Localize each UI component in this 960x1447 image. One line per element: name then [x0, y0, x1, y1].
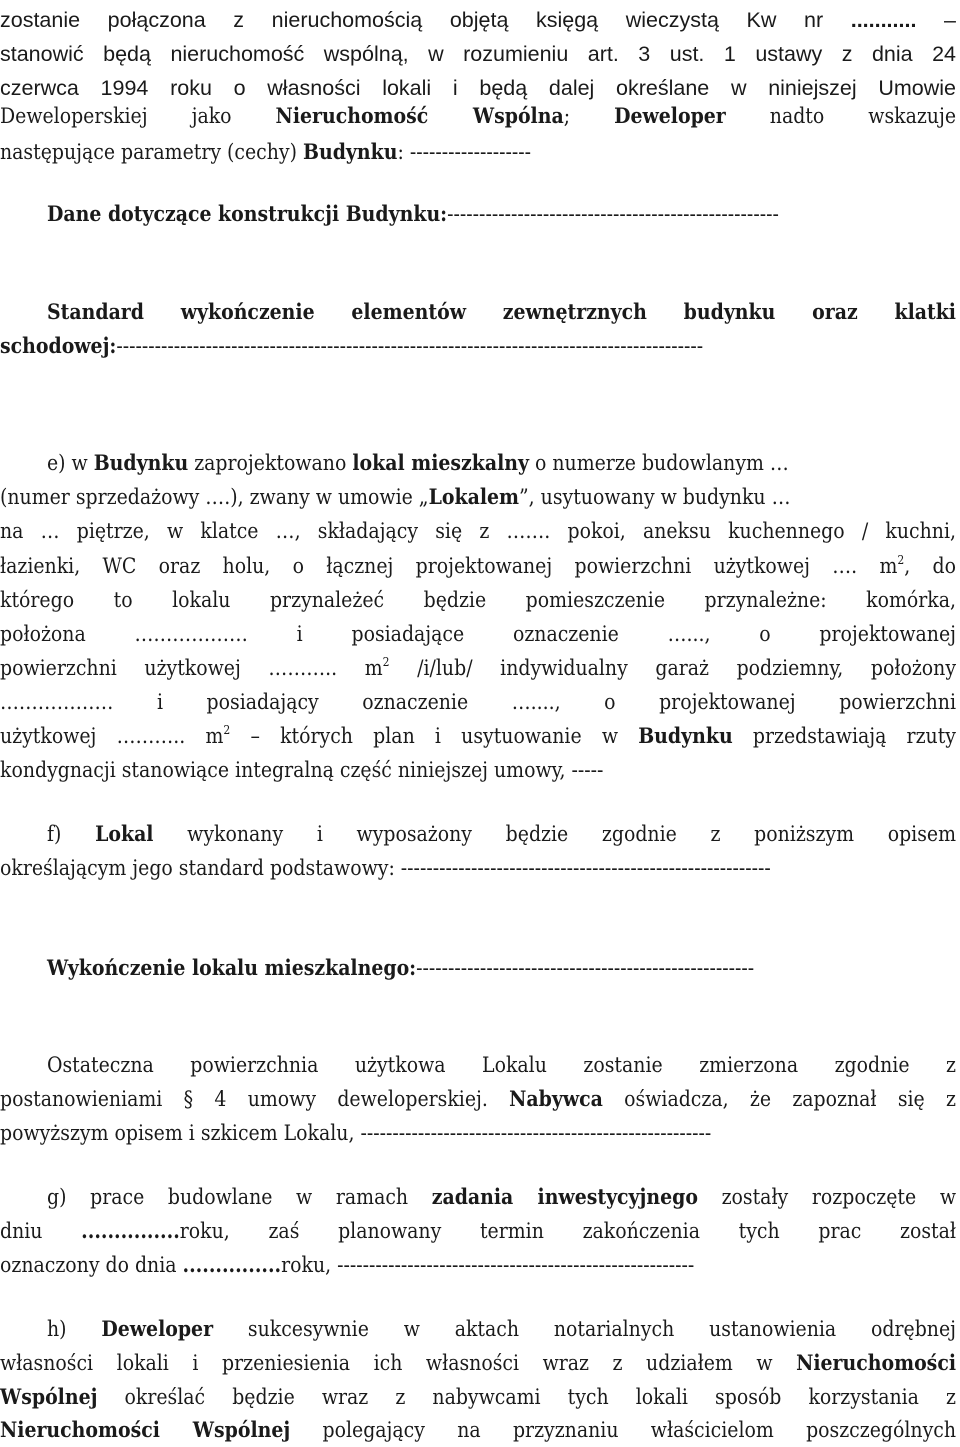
text: , do — [904, 554, 956, 578]
kw-number-placeholder: ........... — [850, 8, 917, 32]
paragraph-h-line-1 — [47, 1312, 956, 1346]
date-placeholder: ............... — [81, 1218, 180, 1243]
term-nieruchomosc-wspolna: Nieruchomość Wspólna — [275, 103, 564, 128]
powierzchnia-line-2 — [0, 1082, 956, 1116]
paragraph-h-line-2 — [0, 1346, 956, 1380]
term-budynek: Budynku — [638, 723, 733, 748]
text: oświadcza, że zapoznał się z — [602, 1087, 956, 1111]
section-wykonczenie — [47, 951, 754, 985]
text: którego to lokalu przynależeć będzie pomieszczenie przynależne: komórka, — [0, 588, 956, 612]
paragraph-e-line-2 — [0, 480, 791, 514]
paragraph-g-line-1 — [47, 1180, 956, 1214]
term-nabywca: Nabywca — [509, 1086, 603, 1111]
text: sukcesywnie w aktach notarialnych ustanowienia odrębnej — [213, 1317, 956, 1341]
paragraph-g-line-2 — [0, 1214, 956, 1248]
text: roku, -------------------------------------------------------- — [281, 1253, 695, 1277]
term-deweloper: Deweloper — [614, 103, 726, 128]
text: /i/lub/ indywidualny garaż podziemny, położony — [389, 656, 956, 680]
paragraph-h-line-4 — [0, 1413, 956, 1447]
date-placeholder: ............... — [182, 1252, 282, 1277]
term-deweloper: Deweloper — [101, 1316, 214, 1341]
superscript: 2 — [382, 655, 390, 669]
text: Ostateczna powierzchnia użytkowa Lokalu zostanie zmierzona zgodnie z — [47, 1053, 956, 1077]
intro-line-2 — [0, 37, 956, 71]
text: oznaczony do dnia — [0, 1253, 183, 1277]
paragraph-e-line-1 — [47, 446, 789, 480]
intro-text: Deweloperskiej jako — [0, 104, 276, 128]
text: postanowieniami § 4 umowy deweloperskiej. — [0, 1087, 510, 1111]
text: g) prace budowlane w ramach — [47, 1185, 432, 1209]
text: na … piętrze, w klatce …, składający się z ……. pokoi, aneksu kuchennego / kuchni, — [0, 519, 956, 543]
text: powierzchni użytkowej ……….. m — [0, 656, 383, 680]
text: określać będzie wraz z nabywcami tych lokali sposób korzystania z — [97, 1385, 956, 1409]
paragraph-f-line-1 — [47, 817, 956, 851]
text: f) — [47, 822, 96, 846]
term-budynek: Budynku — [93, 450, 189, 475]
paragraph-e-line-8 — [0, 685, 956, 719]
paragraph-g-line-3 — [0, 1248, 694, 1282]
term-lokal-mieszkalny: lokal mieszkalny — [352, 450, 529, 475]
text: o numerze budowlanym … — [528, 451, 789, 475]
intro-text: czerwca 1994 roku o własności lokali i będą dalej określane w niniejszej Umowie — [0, 76, 956, 100]
intro-text: zostanie połączona z nieruchomością objętą księgą wieczystą Kw nr — [0, 8, 851, 32]
superscript: 2 — [223, 723, 231, 737]
text: określającym jego standard podstawowy: ---------------------------------------------------------- — [0, 856, 771, 880]
paragraph-e-line-4 — [0, 549, 956, 583]
paragraph-f-line-2 — [0, 851, 771, 885]
text: roku, zaś planowany termin zakończenia tych prac został — [179, 1219, 956, 1243]
section-konstrukcja — [47, 197, 779, 231]
section-heading: Wykończenie lokalu mieszkalnego: — [47, 955, 417, 980]
paragraph-e-line-5 — [0, 583, 956, 617]
text: użytkowej ……….. m — [0, 724, 224, 748]
term-budynek: Budynku — [302, 139, 398, 164]
text: – których plan i usytuowanie w — [230, 724, 639, 748]
section-standard-line-2 — [0, 329, 703, 363]
text: łazienki, WC oraz holu, o łącznej projektowanej powierzchni użytkowej …. m — [0, 554, 898, 578]
term-wspolna: Wspólnej — [0, 1384, 98, 1409]
text: własności lokali i przeniesienia ich własności wraz z udziałem w — [0, 1351, 797, 1375]
paragraph-e-line-3 — [0, 514, 956, 548]
intro-line-4 — [0, 99, 956, 133]
text: powyższym opisem i szkicem Lokalu, ------------------------------------------------------- — [0, 1121, 712, 1145]
intro-text: – — [916, 8, 956, 32]
powierzchnia-line-3 — [0, 1116, 711, 1150]
intro-text: nadto wskazuje — [725, 104, 956, 128]
paragraph-e-line-10 — [0, 753, 603, 787]
section-standard-line-1 — [47, 295, 956, 329]
filler-dashes: ----------------------------------------------------- — [416, 956, 755, 980]
text: położona ……………… i posiadające oznaczenie …..., o projektowanej — [0, 622, 956, 646]
intro-line-5 — [0, 135, 531, 169]
text: przedstawiają rzuty — [732, 724, 956, 748]
text: h) — [47, 1317, 102, 1341]
intro-text: stanowić będą nieruchomość wspólną, w rozumieniu art. 3 ust. 1 ustawy z dnia 24 — [0, 42, 956, 66]
section-heading: Dane dotyczące konstrukcji Budynku: — [47, 201, 448, 226]
intro-line-1 — [0, 3, 956, 37]
text: kondygnacji stanowiące integralną część niniejszej umowy, ----- — [0, 758, 604, 782]
paragraph-e-line-6 — [0, 617, 956, 651]
term-lokal: Lokalem — [428, 484, 520, 509]
intro-text: : ------------------- — [397, 140, 532, 164]
section-heading: schodowej: — [0, 333, 117, 358]
superscript: 2 — [897, 553, 905, 567]
text: zostały rozpoczęte w — [697, 1185, 956, 1209]
intro-text: ; — [563, 104, 615, 128]
text: ”, usytuowany w budynku … — [519, 485, 791, 509]
text: e) w — [47, 451, 94, 475]
term-nieruchomosc: Nieruchomości — [796, 1350, 956, 1375]
term-nieruchomosc-wspolna: Nieruchomości Wspólnej — [0, 1417, 291, 1442]
paragraph-e-line-7 — [0, 651, 956, 685]
paragraph-e-line-9 — [0, 719, 956, 753]
powierzchnia-line-1 — [47, 1048, 956, 1082]
paragraph-h-line-3 — [0, 1380, 956, 1414]
intro-text: następujące parametry (cechy) — [0, 140, 303, 164]
filler-dashes: -------------------------------------------------------------------------------------------- — [116, 334, 704, 358]
text: wykonany i wyposażony będzie zgodnie z poniższym opisem — [153, 822, 956, 846]
term-zadanie-inwestycyjne: zadania inwestycyjnego — [431, 1184, 698, 1209]
section-heading: Standard wykończenie elementów zewnętrznych budynku oraz klatki — [47, 299, 956, 324]
text: polegający na przyznaniu właścicielom poszczególnych — [290, 1418, 956, 1442]
text: dniu — [0, 1219, 82, 1243]
text: ……………… i posiadający oznaczenie …...., o projektowanej powierzchni — [0, 690, 956, 714]
term-lokal: Lokal — [95, 821, 154, 846]
filler-dashes: ---------------------------------------------------- — [447, 202, 779, 226]
text: (numer sprzedażowy ….), zwany w umowie „ — [0, 485, 429, 509]
text: zaprojektowano — [188, 451, 353, 475]
